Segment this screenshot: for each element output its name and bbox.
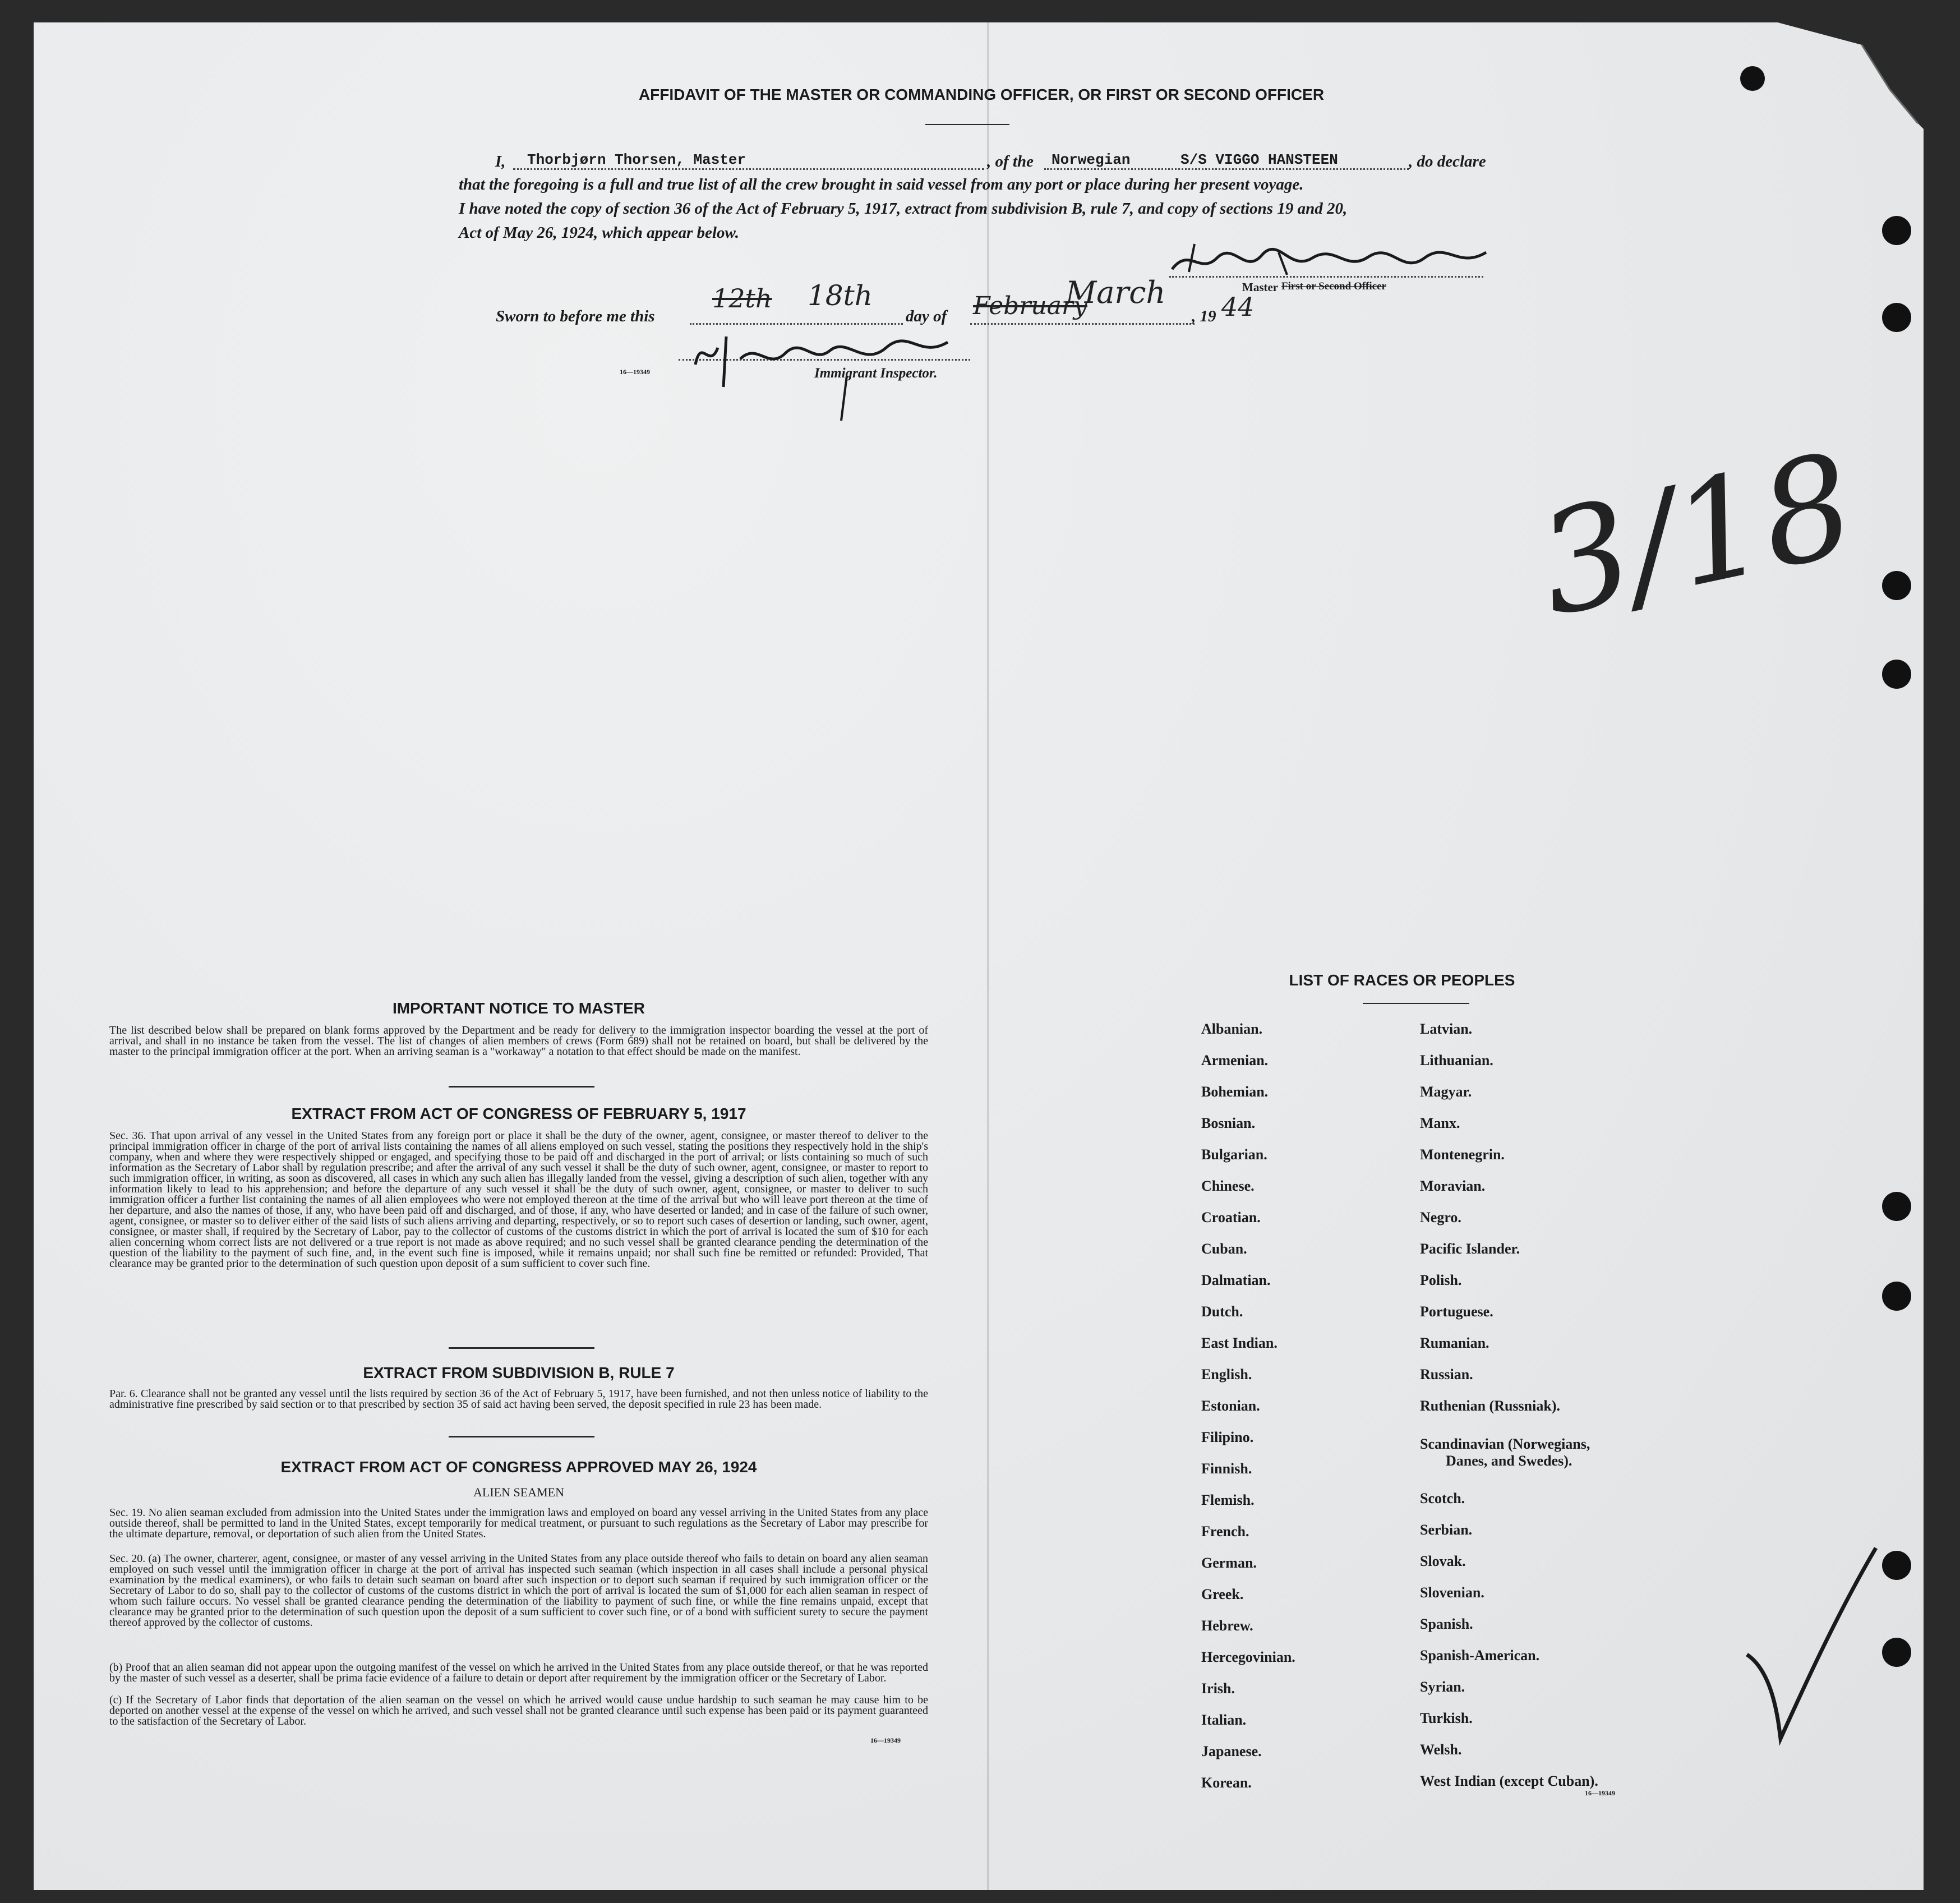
day-of-label: day of [906,307,947,325]
race-item: Welsh. [1420,1741,1462,1758]
race-item: Polish. [1420,1272,1462,1288]
punch-hole [1882,1282,1911,1311]
race-item: Finnish. [1201,1460,1252,1477]
master-signature [1166,241,1492,286]
race-item: Croatian. [1201,1209,1261,1225]
race-item: Irish. [1201,1680,1235,1697]
punch-hole [1882,1638,1911,1667]
officer-label-struck: First or Second Officer [1281,280,1386,292]
affidavit-title: AFFIDAVIT OF THE MASTER OR COMMANDING OFFICER, OR FIRST OR SECOND OFFICER [638,86,1325,103]
torn-corner [1778,22,1929,135]
day-field: 18th [808,279,873,312]
ship-name-field: S/S VIGGO HANSTEEN [1180,151,1338,168]
races-column-1 [1201,1021,1369,1806]
race-item: Negro. [1420,1209,1461,1225]
master-label: Master [1242,280,1279,294]
notice-body: The list described below shall be prepared on blank forms approved by the Department and be ready for delivery to the immigration inspector boarding the vessel at the port of arrival, and shall in no instance be taken from the vessel. The list of changes of alien members of crews (Form 689) shall not be retained on board, but shall be delivered by the master to the principal immigration officer at the port. When an arriving seaman is a "workaway" a notation to that effect should be made on the manifest. [109,1024,928,1058]
punch-hole [1740,66,1765,91]
extract-1924-sec20a: Sec. 20. (a) The owner, charterer, agent, consignee, or master of any vessel arriving in the United States from any place outside thereof who fails to detain on board any alien seaman employed on such vessel until the immigration officer in charge at the port of arrival has inspected such seaman (which inspection in all cases shall include a personal physical examination by the medical examiners), or who fails to detain such seaman on board after such inspection or to deport such seaman if required by such immigration officer or the Secretary of Labor to do so, shall pay to the collector of customs of the customs district in which the port of arrival is located the sum of $1,000 for each alien seaman in respect of whom such failure occurs. No vessel shall be granted clearance pending the determination of the liability to payment of such fine, or while the fine remains unpaid, except that clearance may be granted prior to the determination of such question upon the deposit of a sum sufficient to cover such fine, or of a bond with sufficient surety to secure the payment thereof approved by the collector of customs. [109,1552,928,1629]
punch-hole [1882,1192,1911,1221]
race-item: Ruthenian (Russniak). [1420,1398,1560,1414]
form-number: 16—19349 [620,368,650,376]
race-item: Scotch. [1420,1490,1465,1506]
declaration-line-3: I have noted the copy of section 36 of the Act of February 5, 1917, extract from subdivision B, rule 7, and copy of sections 19 and 20, [459,200,1348,218]
race-item: Dutch. [1201,1303,1243,1320]
extract-1917-title: EXTRACT FROM ACT OF CONGRESS OF FEBRUARY 5, 1917 [291,1105,746,1122]
race-item: Flemish. [1201,1492,1255,1508]
race-item: Filipino. [1201,1429,1254,1445]
race-item: German. [1201,1555,1257,1571]
sworn-label: Sworn to before me this [496,307,655,325]
race-item: Italian. [1201,1712,1247,1728]
race-item: Dalmatian. [1201,1272,1271,1288]
race-item: Cuban. [1201,1241,1247,1257]
races-column-2 [1420,1021,1700,1429]
check-mark [1738,1537,1884,1750]
extract-1924-title: EXTRACT FROM ACT OF CONGRESS APPROVED MAY 26, 1924 [280,1458,757,1476]
year-field: 44 [1221,292,1255,322]
punch-hole [1882,303,1911,332]
form-number: 16—19349 [1585,1789,1615,1797]
race-item: Syrian. [1420,1679,1465,1695]
year-prefix: , 19 [1192,307,1216,325]
race-item: Hercegovinian. [1201,1649,1295,1665]
punch-hole [1882,571,1911,600]
race-item: Montenegrin. [1420,1146,1505,1163]
race-item: Lithuanian. [1420,1052,1493,1068]
day-struck: 12th [712,283,772,314]
race-item: Pacific Islander. [1420,1241,1520,1257]
race-item: Magyar. [1420,1084,1472,1100]
punch-hole [1882,660,1911,689]
of-the-label: , of the [987,153,1034,171]
i-label: I, [495,153,506,171]
race-item: Bulgarian. [1201,1146,1267,1163]
race-scandinavian-line-1: Scandinavian (Norwegians, [1420,1436,1590,1452]
race-item: Japanese. [1201,1743,1262,1759]
race-item: Serbian. [1420,1522,1473,1538]
nationality-field: Norwegian [1052,151,1131,168]
race-item: Turkish. [1420,1710,1473,1726]
race-item: Estonian. [1201,1398,1260,1414]
extract-1917-body: Sec. 36. That upon arrival of any vessel in the United States from any foreign port or place it shall be the duty of the owner, agent, consignee, or master thereof to deliver to the principal immigration officer in charge of the port of arrival lists containing the names of all aliens employed on such vessel, stating the positions they respectively hold in the ship's company, when and where they were respectively shipped or engaged, and specifying those to be paid off and discharged in the port of arrival; or lists containing so much of such information as the Secretary of Labor shall by regulation prescribe; and after the arrival of any such vessel it shall be the duty of such owner, agent, consignee, or master to report to such immigration officer, in writing, as soon as discovered, all cases in which any such alien has illegally landed from the vessel, giving a description of such alien, together with any information likely to lead to his apprehension; and before the departure of any such vessel it shall be the duty of such owner, agent, consignee, or master to deliver to such immigration officer a further list containing the names of all alien employees who were not employed thereon at the time of the arrival but who will leave port thereon at the time of her departure, and also the names of those, if any, who have been paid off and discharged, and of those, if any, who have deserted or landed; and in case of the failure of such owner, agent, consignee, or master so to deliver either of the said lists of such aliens arriving and departing, respectively, or so to report such cases of desertion or landing, such owner, agent, consignee, or master shall, if required by the Secretary of Labor, pay to the collector of customs of the customs district in which the port of arrival is located the sum of $10 for each alien concerning whom correct lists are not delivered or a true report is not made as above required; and no such vessel shall be granted clearance pending the determination of the question of the liability to the payment of such fine, and, in the event such fine is imposed, while it remains unpaid; nor shall such fine be remitted or refunded: Provided, That clearance may be granted prior to the determination of such question upon deposit of a sum sufficient to cover such fine. [109,1130,928,1270]
handwritten-date-note: 3/18 [1525,422,1867,648]
month-struck: February [973,292,1087,320]
extract-1924-sec20c: (c) If the Secretary of Labor finds that deportation of the alien seaman on the vessel on which he arrived would cause undue hardship to such seaman he may cause him to be deported on another vessel at the expense of the vessel on which he arrived, and such vessel shall not be granted clearance until such expense has been paid or its payment guaranteed to the satisfaction of the Secretary of Labor. [109,1694,928,1727]
races-column-2b [1420,1490,1756,1804]
race-item: Latvian. [1420,1021,1473,1037]
race-item: Slovak. [1420,1553,1466,1569]
title-rule [925,124,1009,125]
extract-rule7-title: EXTRACT FROM SUBDIVISION B, RULE 7 [363,1364,675,1381]
race-item: Hebrew. [1201,1618,1253,1634]
races-title: LIST OF RACES OR PEOPLES [1289,971,1515,989]
master-name-field: Thorbjørn Thorsen, Master [527,151,746,168]
race-item: Slovenian. [1420,1584,1484,1601]
race-item: Bosnian. [1201,1115,1256,1131]
race-scandinavian-line-2: Danes, and Swedes). [1446,1453,1572,1469]
notice-title: IMPORTANT NOTICE TO MASTER [392,999,645,1017]
extract-1924-sec20b: (b) Proof that an alien seaman did not appear upon the outgoing manifest of the vessel on which he arrived in the United States from any place outside thereof, or that he was reported by the master of such vessel as a deserter, shall be prima facie evidence of a failure to detain or deport after requirement by the immigration officer or the Secretary of Labor. [109,1661,928,1684]
extract-1924-sec19: Sec. 19. No alien seaman excluded from admission into the United States under the immigration laws and employed on board any vessel arriving in the United States from any place outside thereof, shall be permitted to land in the United States, except temporarily for medical treatment, or pursuant to such regulations as the Secretary of Labor may prescribe for the ultimate departure, removal, or deportation of such alien from the United States. [109,1506,928,1540]
inspector-label: Immigrant Inspector. [814,366,938,381]
race-item: Chinese. [1201,1178,1255,1194]
race-item: French. [1201,1523,1249,1540]
do-declare-label: , do declare [1409,153,1486,171]
race-item: East Indian. [1201,1335,1278,1351]
race-item: Rumanian. [1420,1335,1489,1351]
declaration-line-2: that the foregoing is a full and true list of all the crew brought in said vessel from any port or place during her present voyage. [459,176,1304,193]
race-item: Korean. [1201,1775,1252,1791]
race-item: Albanian. [1201,1021,1263,1037]
declaration-line-4: Act of May 26, 1924, which appear below. [459,224,739,242]
race-item: Armenian. [1201,1052,1269,1068]
race-item: Greek. [1201,1586,1244,1602]
punch-hole [1882,216,1911,245]
form-number: 16—19349 [870,1736,901,1744]
race-item: Spanish. [1420,1616,1473,1632]
race-item: Portuguese. [1420,1303,1493,1320]
race-item: Manx. [1420,1115,1460,1131]
extract-rule7-body: Par. 6. Clearance shall not be granted any vessel until the lists required by section 36 of the Act of February 5, 1917, have been furnished, and not then unless notice of liability to the administrative fine prescribed by said section or to that prescribed by section 35 of said act having been served, the deposit specified in rule 23 has been made. [109,1388,928,1411]
race-item: English. [1201,1366,1252,1383]
race-item: Spanish-American. [1420,1647,1540,1664]
race-item: Russian. [1420,1366,1473,1383]
punch-hole [1882,1551,1911,1580]
race-item: West Indian (except Cuban). [1420,1773,1598,1789]
race-item: Moravian. [1420,1178,1486,1194]
month-field: March [1066,275,1166,310]
race-item: Bohemian. [1201,1084,1269,1100]
extract-1924-subtitle: ALIEN SEAMEN [473,1485,564,1499]
